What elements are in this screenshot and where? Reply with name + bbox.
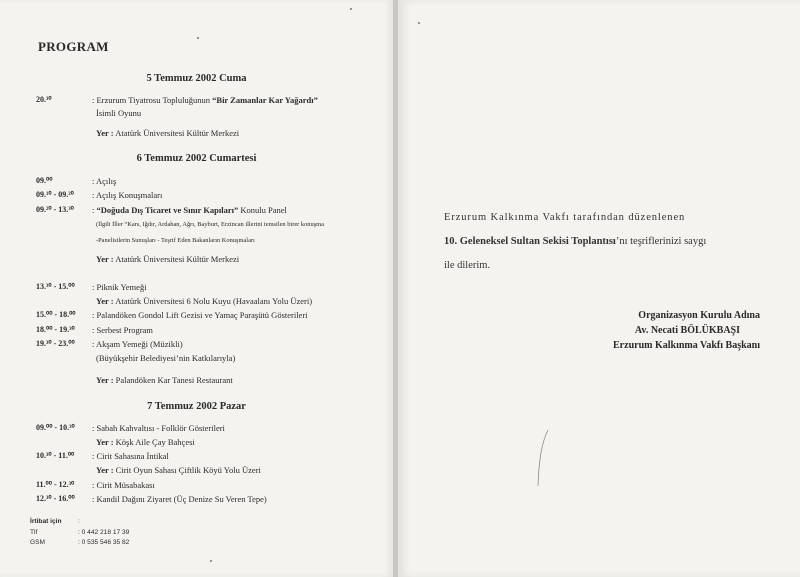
event-time: 13.³⁰ - 15.⁰⁰ [36, 282, 75, 291]
event-venue: Yer : Palandöken Kar Tanesi Restaurant [96, 375, 233, 385]
phone-number: : 0 442 218 17 39 [78, 529, 130, 536]
event-description: : Palandöken Gondol Lift Gezisi ve Yamaç Paraşütü Gösterileri [92, 310, 308, 320]
event-description-line2: (Büyükşehir Belediyesi’nin Katkılarıyla) [96, 353, 236, 363]
speck [210, 560, 212, 562]
event-description-line2: İsimli Oyunu [96, 108, 142, 118]
contact-colon: : [78, 518, 80, 525]
gsm-number: : 0 535 546 35 82 [78, 539, 130, 546]
event-time: 20.³⁰ [36, 95, 52, 104]
panel-note: -Panelistlerin Sunuşları - Teşrif Eden Bakanların Konuşmaları [96, 237, 255, 244]
day-title: 5 Temmuz 2002 Cuma [146, 73, 247, 84]
speck [197, 37, 199, 39]
event-time: 10.³⁰ - 11.⁰⁰ [36, 451, 75, 460]
event-time: 09.²⁰ - 13.³⁰ [36, 205, 74, 214]
event-time: 09.⁰⁰ [36, 176, 53, 185]
event-description: : Akşam Yemeği (Müzikli) [92, 339, 183, 349]
event-time: 09.⁰⁰ - 10.³⁰ [36, 423, 75, 432]
event-description: : Sabah Kahvaltısı - Folklör Gösterileri [92, 423, 225, 433]
contact-label: İrtibat için [30, 518, 62, 525]
speck [418, 22, 420, 24]
pen-mark [536, 428, 550, 488]
event-description: : Açılış Konuşmaları [92, 190, 163, 200]
day-title: 6 Temmuz 2002 Cumartesi [136, 153, 257, 164]
event-venue: Yer : Atatürk Üniversitesi Kültür Merkezi [96, 254, 240, 264]
event-venue: Yer : Atatürk Üniversitesi 6 Nolu Kuyu (Havaalanı Yolu Üzeri) [96, 296, 313, 306]
phone-label: Tlf [30, 529, 38, 536]
event-description: : Cirit Müsabakası [92, 480, 155, 490]
panel-note: (İlgili İller “Kars, Iğdır, Ardahan, Ağrı, Bayburt, Erzincan illerini temsilen birer konuşma [96, 221, 324, 228]
right-page [398, 0, 800, 577]
event-description: : Serbest Program [92, 325, 153, 335]
invitation-line2: 10. Geleneksel Sultan Sekisi Toplantısı’nı teşriflerinizi saygı [444, 236, 707, 247]
invitation-line1: Erzurum Kalkınma Vakfı tarafından düzenlenen [444, 212, 686, 223]
event-venue: Yer : Cirit Oyun Sahası Çiftlik Köyü Yolu Üzeri [96, 465, 261, 475]
program-title: PROGRAM [38, 39, 109, 54]
event-time: 19.³⁰ - 23.⁰⁰ [36, 339, 75, 348]
event-time: 09.¹⁰ - 09.²⁰ [36, 190, 74, 199]
event-description: : Açılış [92, 176, 117, 186]
event-venue: Yer : Atatürk Üniversitesi Kültür Merkezi [96, 128, 240, 138]
event-description: : Kandil Dağını Ziyaret (Üç Denize Su Veren Tepe) [92, 494, 267, 504]
event-time: 18.⁰⁰ - 19.³⁰ [36, 325, 75, 334]
event-description: : Erzurum Tiyatrosu Topluluğunun “Bir Zamanlar Kar Yağardı” [92, 95, 318, 105]
event-venue: Yer : Köşk Aile Çay Bahçesi [96, 437, 195, 447]
event-time: 11.⁰⁰ - 12.³⁰ [36, 480, 75, 489]
event-time: 12.³⁰ - 16.⁰⁰ [36, 494, 75, 503]
event-description: : “Doğuda Dış Ticaret ve Sınır Kapıları” Konulu Panel [92, 205, 287, 215]
gsm-label: GSM [30, 539, 46, 546]
event-time: 15.⁰⁰ - 18.⁰⁰ [36, 310, 76, 319]
invitation-line3: ile dilerim. [444, 260, 491, 271]
day-title: 7 Temmuz 2002 Pazar [147, 401, 246, 412]
event-description: : Piknik Yemeği [92, 282, 147, 292]
speck [350, 8, 352, 10]
event-description: : Cirit Sahasına İntikal [92, 451, 169, 461]
signature-title: Erzurum Kalkınma Vakfı Başkanı [613, 340, 760, 351]
signature-org: Organizasyon Kurulu Adına [638, 310, 760, 321]
signature-name: Av. Necati BÖLÜKBAŞI [634, 325, 740, 336]
